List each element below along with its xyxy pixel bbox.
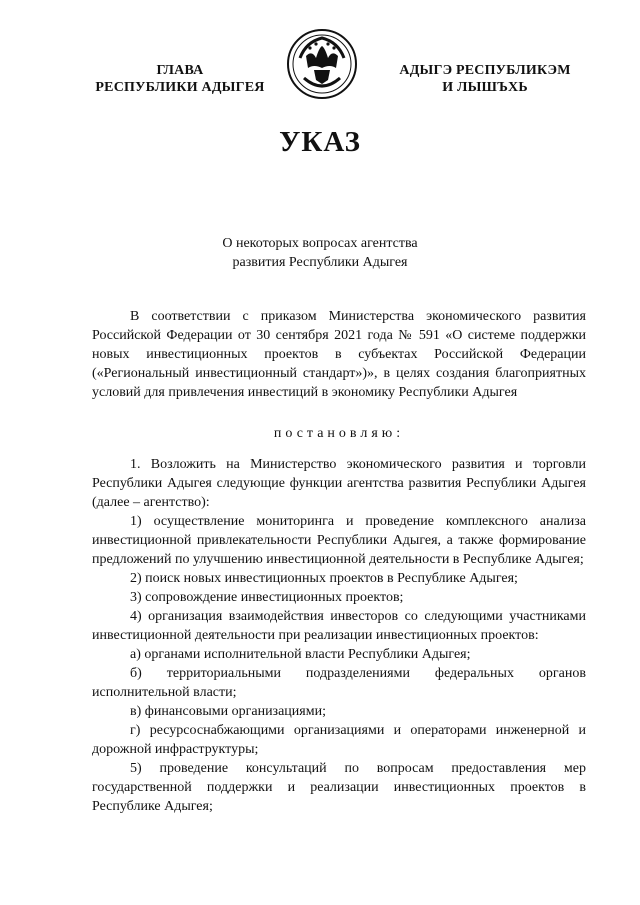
- header-right-line: И ЛЫШЪХЬ: [442, 80, 528, 95]
- body-paragraph: г) ресурсоснабжающими организациями и операторами инженерной и дорожной инфраструктуры;: [92, 723, 586, 757]
- subject-line: О некоторых вопросах агентства: [222, 236, 418, 251]
- coat-of-arms-icon: [286, 28, 358, 100]
- header-right-line: АДЫГЭ РЕСПУБЛИКЭМ: [399, 63, 571, 78]
- body-paragraph: 5) проведение консультаций по вопросам предоставления мер государственной поддержки и реализации инвестиционных проектов в Республике Адыгея;: [92, 761, 586, 814]
- header-left-line: ГЛАВА: [156, 63, 204, 78]
- header-left-title: [80, 62, 280, 96]
- subject-line: развития Республики Адыгея: [232, 255, 408, 270]
- body-paragraph: б) территориальными подразделениями федеральных органов исполнительной власти;: [92, 666, 586, 700]
- document-title: УКАЗ: [279, 126, 361, 158]
- decree-word: постановляю:: [273, 426, 405, 441]
- document-subject: [150, 234, 490, 272]
- body-paragraph: 2) поиск новых инвестиционных проектов в Республике Адыгея;: [130, 571, 518, 586]
- body-paragraph: а) органами исполнительной власти Республики Адыгея;: [130, 647, 471, 662]
- body-paragraph: 1. Возложить на Министерство экономического развития и торговли Республики Адыгея следующие функции агентства развития Республики Адыгея (далее – агентство):: [92, 457, 586, 510]
- header-left-line: РЕСПУБЛИКИ АДЫГЕЯ: [95, 80, 265, 95]
- preamble-paragraph: В соответствии с приказом Министерства экономического развития Российской Федерации от 30 сентября 2021 года № 591 «О системе поддержки новых инвестиционных проектов в субъектах Российской Федерации («Региональный инвестиционный стандарт»)», в целях создания благоприятных условий для привлечения инвестиций в экономику Республики Адыгея: [92, 309, 586, 400]
- document-body: [92, 307, 586, 816]
- body-paragraph: в) финансовыми организациями;: [130, 704, 326, 719]
- body-paragraph: 1) осуществление мониторинга и проведение комплексного анализа инвестиционной привлекательности Республики Адыгея, а также формирование предложений по улучшению инвестиционной деятельности в Республике Адыгея;: [92, 514, 586, 567]
- body-paragraph: 4) организация взаимодействия инвесторов со следующими участниками инвестиционной деятельности при реализации инвестиционных проектов:: [92, 609, 586, 643]
- body-paragraph: 3) сопровождение инвестиционных проектов;: [130, 590, 404, 605]
- header-right-title: [385, 62, 585, 96]
